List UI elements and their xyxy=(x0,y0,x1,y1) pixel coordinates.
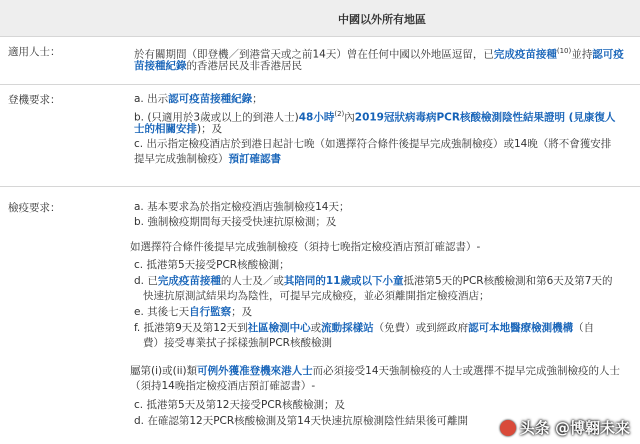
row-divider xyxy=(0,84,640,85)
pcr-result-link[interactable]: 2019冠狀病毒病PCR核酸檢測陰性結果證明 (見康復人 xyxy=(354,111,616,124)
toutiao-logo-icon xyxy=(500,420,516,436)
vaccine-record-link[interactable]: 認可疫 xyxy=(592,48,624,61)
requirements-table: 中國以外所有地區 適用人士： 於有關期間（即登機／到港當天或之前14天）曾在任何中國以外地區逗留，已完成疫苗接種$^{(10)}$並持認可疫 苗接種紀錄的香港居民及非香港居民 登機要求： a. 出示認可疫苗接種紀錄； b. (只適用於3歲或以上的到港人士)48小時$^{(2)}$內2019冠狀病毒病PCR核酸檢測陰性結果證明 (見康復人 士的相關安排)；及 c. 出示指定檢疫酒店於到港日起計七晚（如選擇符合條件後提早完成強制檢疫）或14晚（將不會獲安排 提早完成強制檢疫）預訂確認書 檢疫要求： a. 基本要求為於指定檢疫酒店強制檢疫14天； b. 強制檢疫期間每天接受快速抗原檢測；及 如選擇符合條件後提早完成強制檢疫（須持七晚指定檢疫酒店預訂確認書）- c. 抵港第5天接受PCR核酸檢測； d. 已完成疫苗接種的人士及／或其陪同的11歲或以下小童抵港第5天的PCR核酸檢測和第6天及第7天的 快速抗原測試結果均為陰性，可提早完成檢疫，並必須離開指定檢疫酒店； e. 其後七天自行監察；及 f. 抵港第9天及第12天到社區檢測中心或流動採樣站（免費）或到經政府認可本地醫療檢測機構（自 費）接受專業拭子採樣強制PCR核酸檢測 屬第(i)或(ii)類可例外獲准登機來港人士而必須接受14天強制檢疫的人士或選擇不提早完成強制檢疫的人士 （須持14晚指定檢疫酒店預訂確認書）- c. 抵港第5天及第12天接受PCR核酸檢測；及 d. 在確認第12天PCR核酸檢測及第14天快速抗原檢測陰性結果後可離開 头条 @博翱未来 xyxy=(0,0,640,444)
vaccinated-link[interactable]: 完成疫苗接種 xyxy=(157,275,221,287)
applicable-label: 適用人士： xyxy=(8,46,61,58)
row-divider xyxy=(0,36,640,37)
vaccinated-link[interactable]: 完成疫苗接種 xyxy=(493,48,557,61)
mobile-specimen-station-link[interactable]: 流動採樣站 xyxy=(321,322,374,334)
column-title: 中國以外所有地區 xyxy=(338,13,426,26)
recognised-lab-link[interactable]: 認可本地醫療檢測機構 xyxy=(468,322,574,334)
exempted-persons-link[interactable]: 可例外獲准登機來港人士 xyxy=(197,365,313,377)
boarding-label: 登機要求： xyxy=(8,94,61,106)
recovered-arrangements-link[interactable]: 士的相關安排 xyxy=(134,123,197,135)
community-testing-centre-link[interactable]: 社區檢測中心 xyxy=(247,322,311,334)
quarantine-label: 檢疫要求： xyxy=(8,202,61,214)
vaccine-record-link[interactable]: 認可疫苗接種紀錄 xyxy=(168,93,253,105)
booking-confirmation-link[interactable]: 預訂確認書 xyxy=(228,153,281,165)
row-divider xyxy=(0,186,640,187)
vaccine-record-link-cont[interactable]: 苗接種紀錄 xyxy=(134,60,187,72)
watermark: 头条 @博翱未来 xyxy=(500,417,630,438)
self-monitoring-link[interactable]: 自行監察 xyxy=(189,306,232,318)
